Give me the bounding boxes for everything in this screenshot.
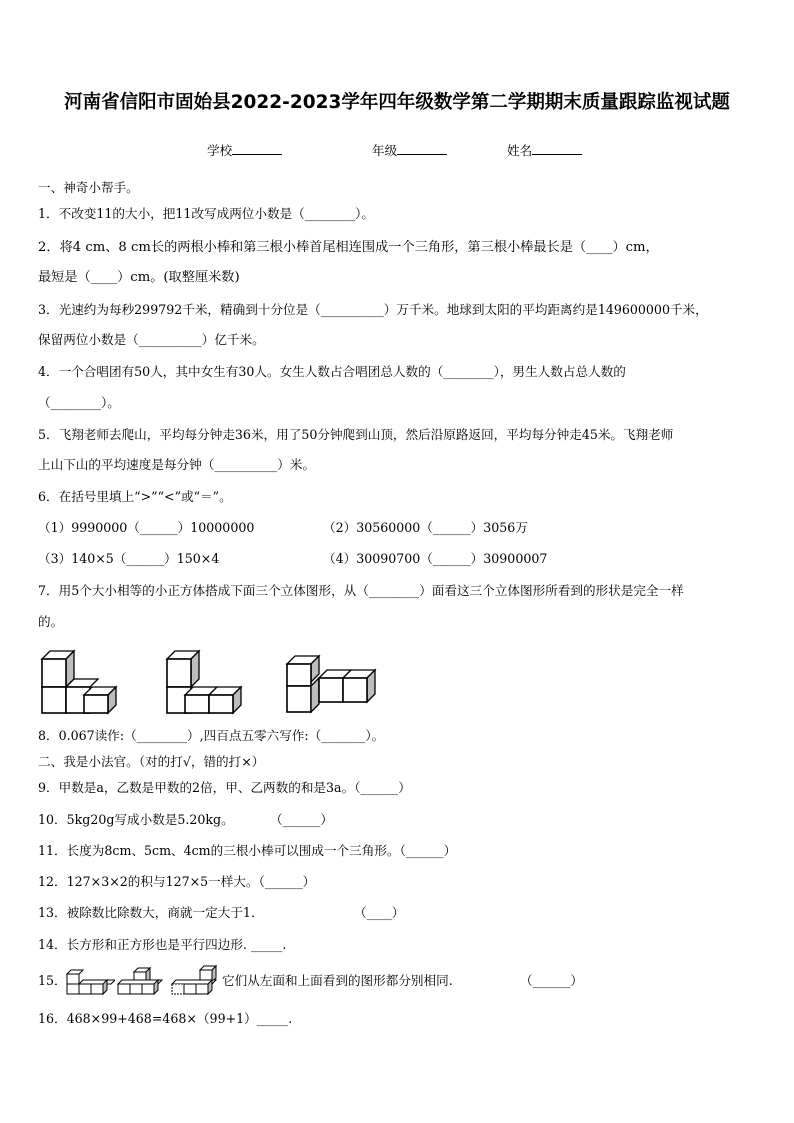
question-13: 13．被除数比除数大，商就一定大于1． bbox=[38, 905, 264, 920]
grade-field bbox=[372, 140, 447, 159]
question-15-label: 15． bbox=[38, 973, 67, 988]
question-16: 16．468×99+468=468×（99+1）_____. bbox=[38, 1011, 293, 1026]
question-7-line-1: 7．用5个大小相等的小正方体搭成下面三个立体图形，从（________）面看这三个立体图形所看到的形状是完全一样 bbox=[38, 583, 684, 598]
question-10-blank: （______） bbox=[270, 812, 333, 827]
school-field bbox=[207, 140, 282, 159]
question-6-4: （4）30090700（______）30900007 bbox=[323, 551, 548, 566]
question-4-line-1: 4．一个合唱团有50人，其中女生有30人。女生人数占合唱团总人数的（________），男生人数占总人数的 bbox=[38, 364, 626, 379]
question-3-line-1: 3．光速约为每秒299792千米，精确到十分位是（__________）万千米。地球到太阳的平均距离约是149600000千米， bbox=[38, 302, 708, 317]
question-8: 8．0.067读作:（________）,四百点五零六写作:（_______）。 bbox=[38, 728, 385, 743]
q15-figure-2 bbox=[116, 962, 166, 996]
question-4-line-2: （________）。 bbox=[38, 395, 120, 410]
name-field bbox=[507, 140, 582, 159]
question-3-line-2: 保留两位小数是（__________）亿千米。 bbox=[38, 332, 265, 347]
q7-figure-3 bbox=[285, 650, 380, 715]
question-5-line-2: 上山下山的平均速度是每分钟（__________）米。 bbox=[38, 457, 316, 472]
question-15-blank: （______） bbox=[520, 973, 583, 988]
section-1-heading: 一、神奇小帮手。 bbox=[38, 180, 139, 195]
page-title: 河南省信阳市固始县2022-2023学年四年级数学第二学期期末质量跟踪监视试题 bbox=[64, 92, 730, 113]
question-6-1: （1）9990000（______）10000000 bbox=[38, 520, 255, 535]
question-5-line-1: 5．飞翔老师去爬山，平均每分钟走36米，用了50分钟爬到山顶，然后沿原路返回，平均每分钟走45米。飞翔老师 bbox=[38, 427, 674, 442]
school-label: 学校 bbox=[207, 143, 233, 158]
question-14: 14．长方形和正方形也是平行四边形. _____. bbox=[38, 937, 287, 952]
question-1: 1．不改变11的大小，把11改写成两位小数是（________）。 bbox=[38, 206, 375, 221]
grade-label: 年级 bbox=[372, 143, 398, 158]
question-6-2: （2）30560000（______）3056万 bbox=[323, 520, 528, 535]
question-2-line-2: 最短是（____）cm。(取整厘米数) bbox=[38, 270, 240, 285]
question-12: 12．127×3×2的积与127×5一样大。（______） bbox=[38, 874, 316, 889]
question-11: 11．长度为8cm、5cm、4cm的三根小棒可以围成一个三角形。（______） bbox=[38, 843, 457, 858]
q7-figure-1 bbox=[40, 645, 120, 715]
question-10: 10．5kg20g写成小数是5.20kg。 bbox=[38, 812, 234, 827]
question-6-3: （3）140×5（______）150×4 bbox=[38, 551, 220, 566]
question-13-blank: （____） bbox=[354, 905, 405, 920]
q15-figure-1 bbox=[65, 962, 115, 996]
q7-figure-2 bbox=[165, 645, 250, 715]
section-2-heading: 二、我是小法官。（对的打√，错的打×） bbox=[38, 754, 265, 769]
question-7-line-2: 的。 bbox=[38, 614, 64, 629]
q15-figure-3 bbox=[170, 962, 224, 996]
question-6: 6．在括号里填上“>”“<”或“＝”。 bbox=[38, 489, 232, 504]
question-15: 它们从左面和上面看到的图形都分别相同. bbox=[222, 973, 453, 988]
question-9: 9．甲数是a，乙数是甲数的2倍，甲、乙两数的和是3a。（______） bbox=[38, 780, 411, 795]
name-label: 姓名 bbox=[507, 143, 533, 158]
question-2-line-1: 2．将4 cm、8 cm长的两根小棒和第三根小棒首尾相连围成一个三角形，第三根小棒最长是（____）cm， bbox=[38, 240, 659, 255]
